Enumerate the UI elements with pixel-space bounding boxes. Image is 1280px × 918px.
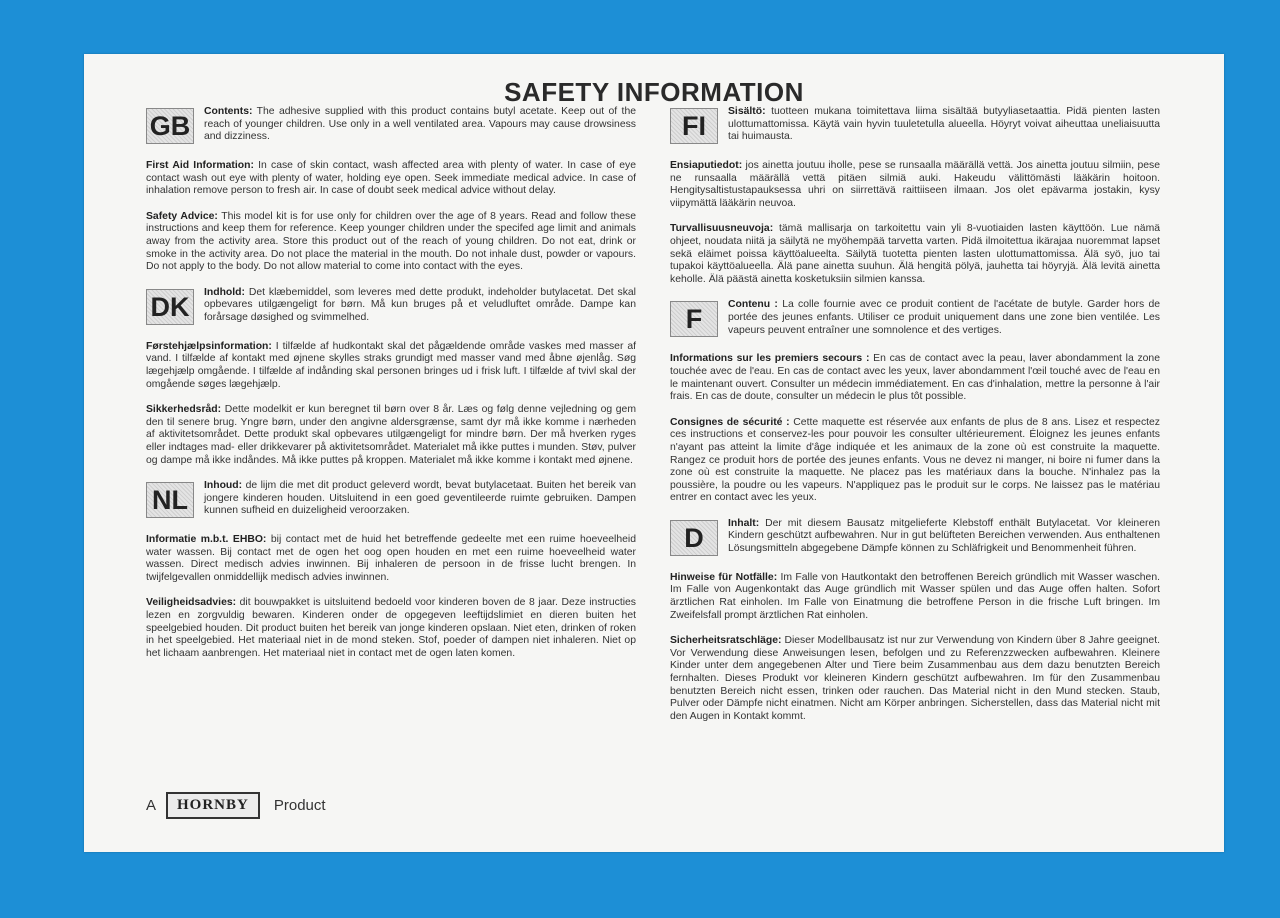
first-aid-fi: Ensiaputiedot: jos ainetta joutuu iholle, pese se runsaalla määrällä vettä. Jos ainetta joutuu silmiin, pese ne runsaalla määrällä vettä pitäen silmiä auki. Hakeudu välittömästi lääkärin hoitoon. Hengitysaltistustapauksessa uhri on siirrettävä raittiiseen ilmaan. Jos olet epävarma jostakin, kysy viipymättä lääkärin neuvoa. — [670, 160, 1160, 209]
first-aid-gb: First Aid Information: In case of skin contact, wash affected area with plenty of water. In case of eye contact wash out eye with plenty of water, holding eye open. Seek immediate medical advice. In case of inhalation remove person to fresh air. In case of doubt seek medical advice without delay. — [146, 160, 636, 197]
safety-advice-fi: Turvallisuusneuvoja: tämä mallisarja on tarkoitettu vain yli 8-vuotiaiden lasten käyttöön. Lue nämä ohjeet, noudata niitä ja säilytä ne myöhempää tarvetta varten. Pidä ilmoitettua ikärajaa nuoremmat lapset sekä eläimet poissa käyttöalueelta. Säilytä tuotetta pienten lasten ulottumattomissa. Älä syö, juo tai tupakoi käyttöalueella. Älä pane ainetta suuhun. Älä hengitä pölyä, jauhetta tai höyryjä. Älä levitä ainetta keholle. Älä päästä ainetta kosketuksiin silmien kanssa. — [670, 223, 1161, 285]
country-code-d: D — [670, 520, 718, 556]
first-aid-d: Hinweise für Notfälle: Im Falle von Hautkontakt den betroffenen Bereich gründlich mit Wasser waschen. Im Falle von Augenkontakt das Auge gründlich mit Wasser spülen und das Auge offen halten. Sofort ärztlichen Rat einholen. Im Falle von Einatmung die betroffene Person in die frische Luft bringen. Im Zweifelsfall prompt ärztlichen Rat einholen. — [670, 571, 1160, 621]
hornby-logo: HORNBY — [166, 792, 260, 819]
first-aid-f: Informations sur les premiers secours : En cas de contact avec la peau, laver abondamment la zone touchée avec de l'eau. En cas de contact avec les yeux, laver abondamment l'œil touché avec de l'eau en le maintenant ouvert. Consulter un médecin immédiatement. En cas d'inhalation, mettre la personne à l'air frais. En cas de doute, consulter un médecin le plus tôt possible. — [670, 353, 1160, 403]
safety-advice-f: Consignes de sécurité : Cette maquette est réservée aux enfants de plus de 8 ans. Lisez et respectez ces instructions et conservez-les pour pouvoir les consulter ultérieurement. Éloignez les jeunes enfants n'ayant pas atteint la limite d'âge indiquée et les animaux de la zone où est construite la maquette. Rangez ce produit hors de portée des jeunes enfants. Vous ne devez ni manger, ni boire ni fumer dans la zone où est construite la maquette. Ne placez pas les matériaux dans la bouche. N'inhalez pas la poussière, la poudre ou les vapeurs. N'appliquez pas le produit sur le corps. Ne laissez pas le matériau entrer en contact avec les yeux. — [670, 416, 1160, 504]
section-fi: FI Sisältö: tuotteen mukana toimitettava liima sisältää butyyliasetaattia. Pidä pienten lasten ulottumattomissa. Käytä vain hyvin tuuletetulla alueella. Höyryt voivat aiheuttaa uneliaisuutta tai huimausta. — [670, 106, 1160, 146]
contents-text: The adhesive supplied with this product contains butyl acetate. Keep out of the reach of younger children. Use only in a well ventilated area. Vapours may cause drowsiness and dizziness. — [204, 106, 636, 143]
safety-sheet — [84, 54, 1224, 852]
country-code-nl: NL — [146, 482, 194, 518]
safety-advice-nl: Veiligheidsadvies: dit bouwpakket is uitsluitend bedoeld voor kinderen boven de 8 jaar. Deze instructies lezen en zorgvuldig bewaren. Kinderen onder de opgegeven leeftijdslimiet en dieren buiten het speelgebied houden. Dit product buiten het bereik van jonge kinderen opslaan. Niet eten, drinken of roken in het speelgebied. Het materiaal niet in de mond steken. Stof, poeder of dampen niet inhaleren. Niet op het lichaam aanbrengen. Het materiaal niet in contact met de ogen laten komen. — [146, 597, 636, 659]
right-column — [670, 106, 1160, 736]
safety-advice-dk: Sikkerhedsråd: Dette modelkit er kun beregnet til børn over 8 år. Læs og følg denne vejledning og gem den til senere brug. Yngre børn, under den angivne aldersgrænse, samt dyr må ikke komme i nærheden af aktivitetsområdet. Dette produkt skal opbevares utilgængeligt for mindre børn. Der må hverken ryges eller indtages mad- eller drikkevarer på aktivitetsområdet. Materialet må ikke puttes i munden. Støv, pulver og dampe må ikke indåndes. Må ikke puttes på kroppen. Materialet må ikke komme i kontakt med øjnene. — [146, 404, 636, 466]
section-gb — [146, 106, 636, 146]
first-aid-nl: Informatie m.b.t. EHBO: bij contact met de huid het betreffende gedeelte met een ruime hoeveelheid water wassen. Bij contact met de ogen het oog open houden en met een ruime hoeveelheid water wassen. Direct medisch advies inwinnen. Bij inhaleren de persoon in de frisse lucht brengen. In twijfelgevallen onmiddellijk medisch advies inwinnen. — [146, 534, 636, 583]
footer-suffix: Product — [273, 797, 326, 814]
left-column — [146, 106, 636, 673]
section-f: F Contenu : La colle fournie avec ce produit contient de l'acétate de butyle. Garder hors de portée des jeunes enfants. Utiliser ce produit uniquement dans une zone bien ventilée. Les vapeurs peuvent entraîner une somnolence et des vertiges. — [670, 299, 1160, 339]
section-d: D Inhalt: Der mit diesem Bausatz mitgelieferte Klebstoff enthält Butylacetat. Vor kleineren Kindern geschützt aufbewahren. Nur in gut belüfteten Bereichen verwenden. Aus enthaltenen Lösungsmitteln abgegebene Dämpfe können zu Schläfrigkeit und Benommenheit führen. — [670, 518, 1160, 558]
country-code-dk: DK — [146, 289, 194, 325]
country-code-f: F — [670, 301, 718, 337]
country-code-fi: FI — [670, 108, 718, 144]
safety-advice-d: Sicherheitsratschläge: Dieser Modellbausatz ist nur zur Verwendung von Kindern über 8 Jahre geeignet. Vor Verwendung diese Anweisungen lesen, befolgen und zu Referenzzwecken aufbewahren. Kleinere Kinder unter dem angegebenen Alter und Tiere beim Zusammenbau aus dem dazu benutzten Bereich fernhalten. Dieses Produkt vor kleineren Kindern geschützt aufbewahren. Im für den Zusammenbau benutzten Bereich nicht essen, trinken oder rauchen. Das Material nicht in den Mund stecken. Staub, Pulver oder Dämpfe nicht einatmen. Nicht am Körper anbringen. Sicherstellen, dass das Material nicht mit den Augen in Kontakt kommt. — [670, 635, 1160, 722]
footer-prefix: A — [146, 797, 157, 814]
footer — [146, 792, 326, 819]
section-dk: DK Indhold: Det klæbemiddel, som leveres med dette produkt, indeholder butylacetat. Det skal opbevares utilgængeligt for børn. Må kun bruges på et veludluftet område. Dampe kan forårsage døsighed og svimmelhed. — [146, 287, 636, 327]
section-nl: NL Inhoud: de lijm die met dit product geleverd wordt, bevat butylacetaat. Buiten het bereik van jongere kinderen houden. Uitsluitend in een goed geventileerde ruimte gebruiken. Dampen kunnen sufheid en duizeligheid veroorzaken. — [146, 480, 636, 520]
safety-advice-gb: Safety Advice: This model kit is for use only for children over the age of 8 years. Read and follow these instructions and keep them for reference. Keep younger children under the specifed age limit and animals away from the activity area. Store this product out of the reach of young children. Do not eat, drink or smoke in the activity area. Do not place the material in the mouth. Do not inhale dust, powder or vapours. Do not apply to the body. Do not allow material to come into contact with the eyes. — [146, 210, 636, 273]
heading: Contents: — [204, 106, 253, 117]
first-aid-dk: Førstehjælpsinformation: I tilfælde af hudkontakt skal det pågældende område vaskes med masser af vand. I tilfælde af kontakt med øjnene skylles straks grundigt med masser vand med åbne øjenlåg. Søg lægehjælp omgående. I tilfælde af indånding skal personen bringes ud i frisk luft. I tilfælde af tvivl skal der omgående søges lægehjælp. — [146, 340, 636, 390]
page-title: SAFETY INFORMATION — [504, 77, 804, 107]
country-code-gb: GB — [146, 108, 194, 144]
